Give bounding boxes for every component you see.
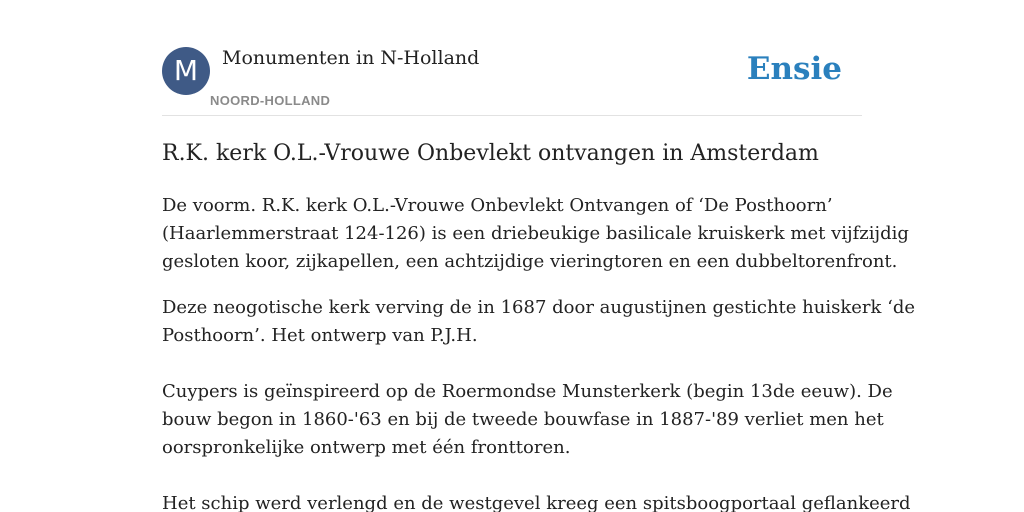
paragraph-line: Deze neogotische kerk verving de in 1687 door augustijnen gestichte huiskerk ‘de xyxy=(162,297,916,318)
paragraph-line: bouw begon in 1860-'63 en bij de tweede bouwfase in 1887-'89 verliet men het xyxy=(162,409,884,430)
article-title: R.K. kerk O.L.-Vrouwe Onbevlekt ontvangen in Amsterdam xyxy=(162,141,819,166)
brand-logo[interactable]: Ensie xyxy=(746,51,842,87)
paragraph xyxy=(162,192,909,276)
header xyxy=(162,0,862,116)
site-subtitle[interactable]: NOORD-HOLLAND xyxy=(210,93,331,108)
article-container xyxy=(162,0,916,512)
paragraph xyxy=(162,294,916,512)
paragraph-line: Cuypers is geïnspireerd op de Roermondse Munsterkerk (begin 13de eeuw). De xyxy=(162,381,893,402)
paragraph-line: Posthoorn’. Het ontwerp van P.J.H. xyxy=(162,325,478,346)
paragraph-line: oorspronkelijke ontwerp met één fronttoren. xyxy=(162,437,571,458)
paragraph-line: (Haarlemmerstraat 124-126) is een driebeukige basilicale kruiskerk met vijfzijdig xyxy=(162,223,909,244)
site-title[interactable]: Monumenten in N-Holland xyxy=(222,47,480,69)
avatar[interactable]: M xyxy=(162,47,210,95)
article-body xyxy=(162,192,916,512)
paragraph-line: De voorm. R.K. kerk O.L.-Vrouwe Onbevlekt Ontvangen of ‘De Posthoorn’ xyxy=(162,195,833,216)
paragraph-line: gesloten koor, zijkapellen, een achtzijdige vieringtoren en een dubbeltorenfront. xyxy=(162,251,898,272)
paragraph-line: Het schip werd verlengd en de westgevel kreeg een spitsboogportaal geflankeerd xyxy=(162,493,911,512)
